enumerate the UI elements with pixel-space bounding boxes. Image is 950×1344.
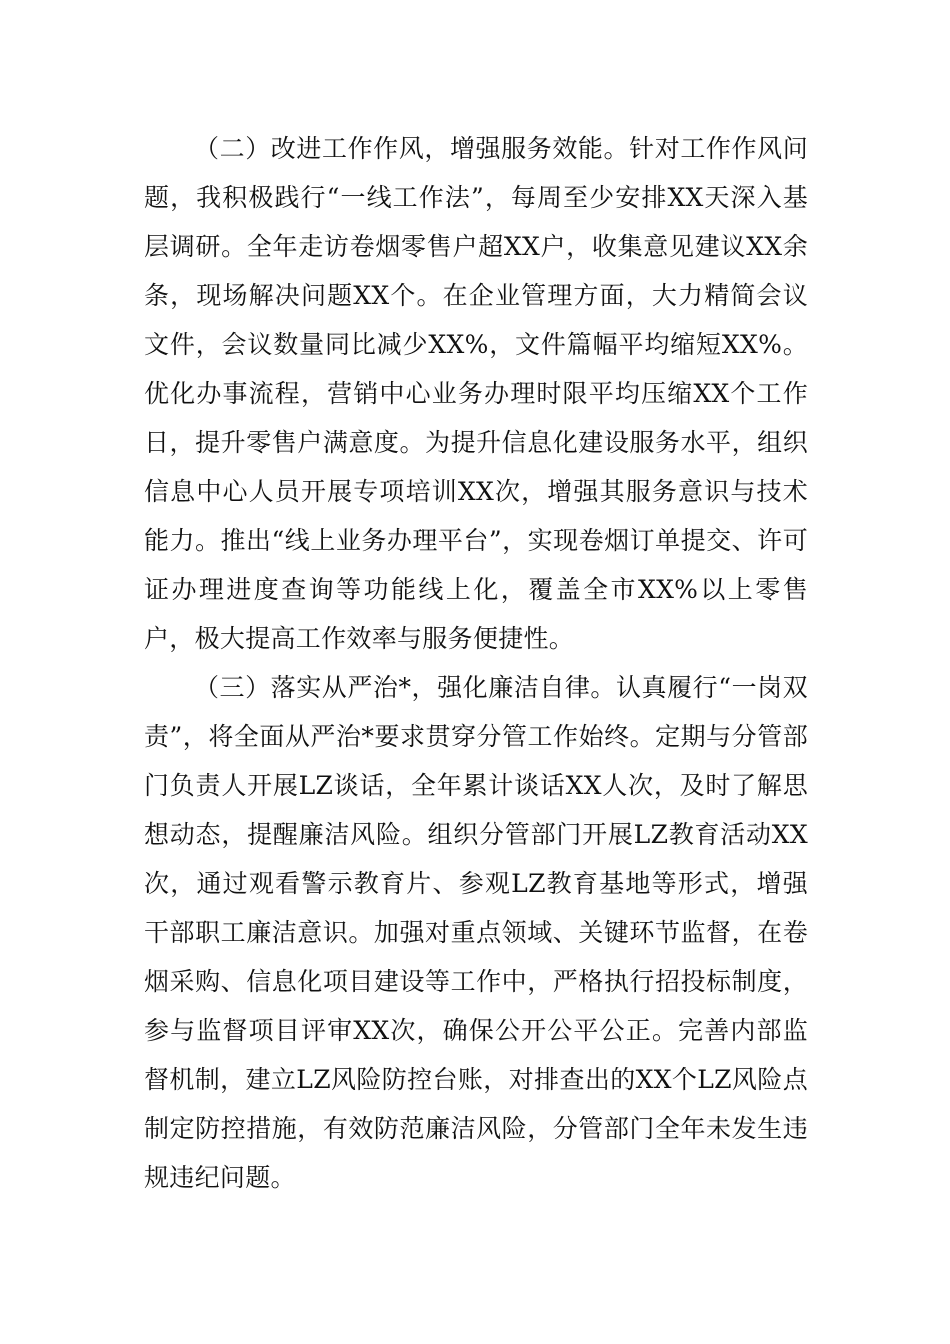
- paragraph-integrity: （三）落实从严治*，强化廉洁自律。认真履行“一岗双责”，将全面从严治*要求贯穿分管工作始终。定期与分管部门负责人开展LZ谈话，全年累计谈话XX人次，及时了解思想动态，提醒廉洁风险。组织分管部门开展LZ教育活动XX次，通过观看警示教育片、参观LZ教育基地等形式，增强干部职工廉洁意识。加强对重点领域、关键环节监督，在卷烟采购、信息化项目建设等工作中，严格执行招投标制度，参与监督项目评审XX次，确保公开公平公正。完善内部监督机制，建立LZ风险防控台账，对排查出的XX个LZ风险点制定防控措施，有效防范廉洁风险，分管部门全年未发生违规违纪问题。: [144, 673, 808, 1192]
- document-body: [144, 124, 808, 1202]
- paragraph-work-style: （二）改进工作作风，增强服务效能。针对工作作风问题，我积极践行“一线工作法”，每周至少安排XX天深入基层调研。全年走访卷烟零售户超XX户，收集意见建议XX余条，现场解决问题XX个。在企业管理方面，大力精简会议文件，会议数量同比减少XX%，文件篇幅平均缩短XX%。优化办事流程，营销中心业务办理时限平均压缩XX个工作日，提升零售户满意度。为提升信息化建设服务水平，组织信息中心人员开展专项培训XX次，增强其服务意识与技术能力。推出“线上业务办理平台”，实现卷烟订单提交、许可证办理进度查询等功能线上化，覆盖全市XX%以上零售户，极大提高工作效率与服务便捷性。: [144, 134, 808, 653]
